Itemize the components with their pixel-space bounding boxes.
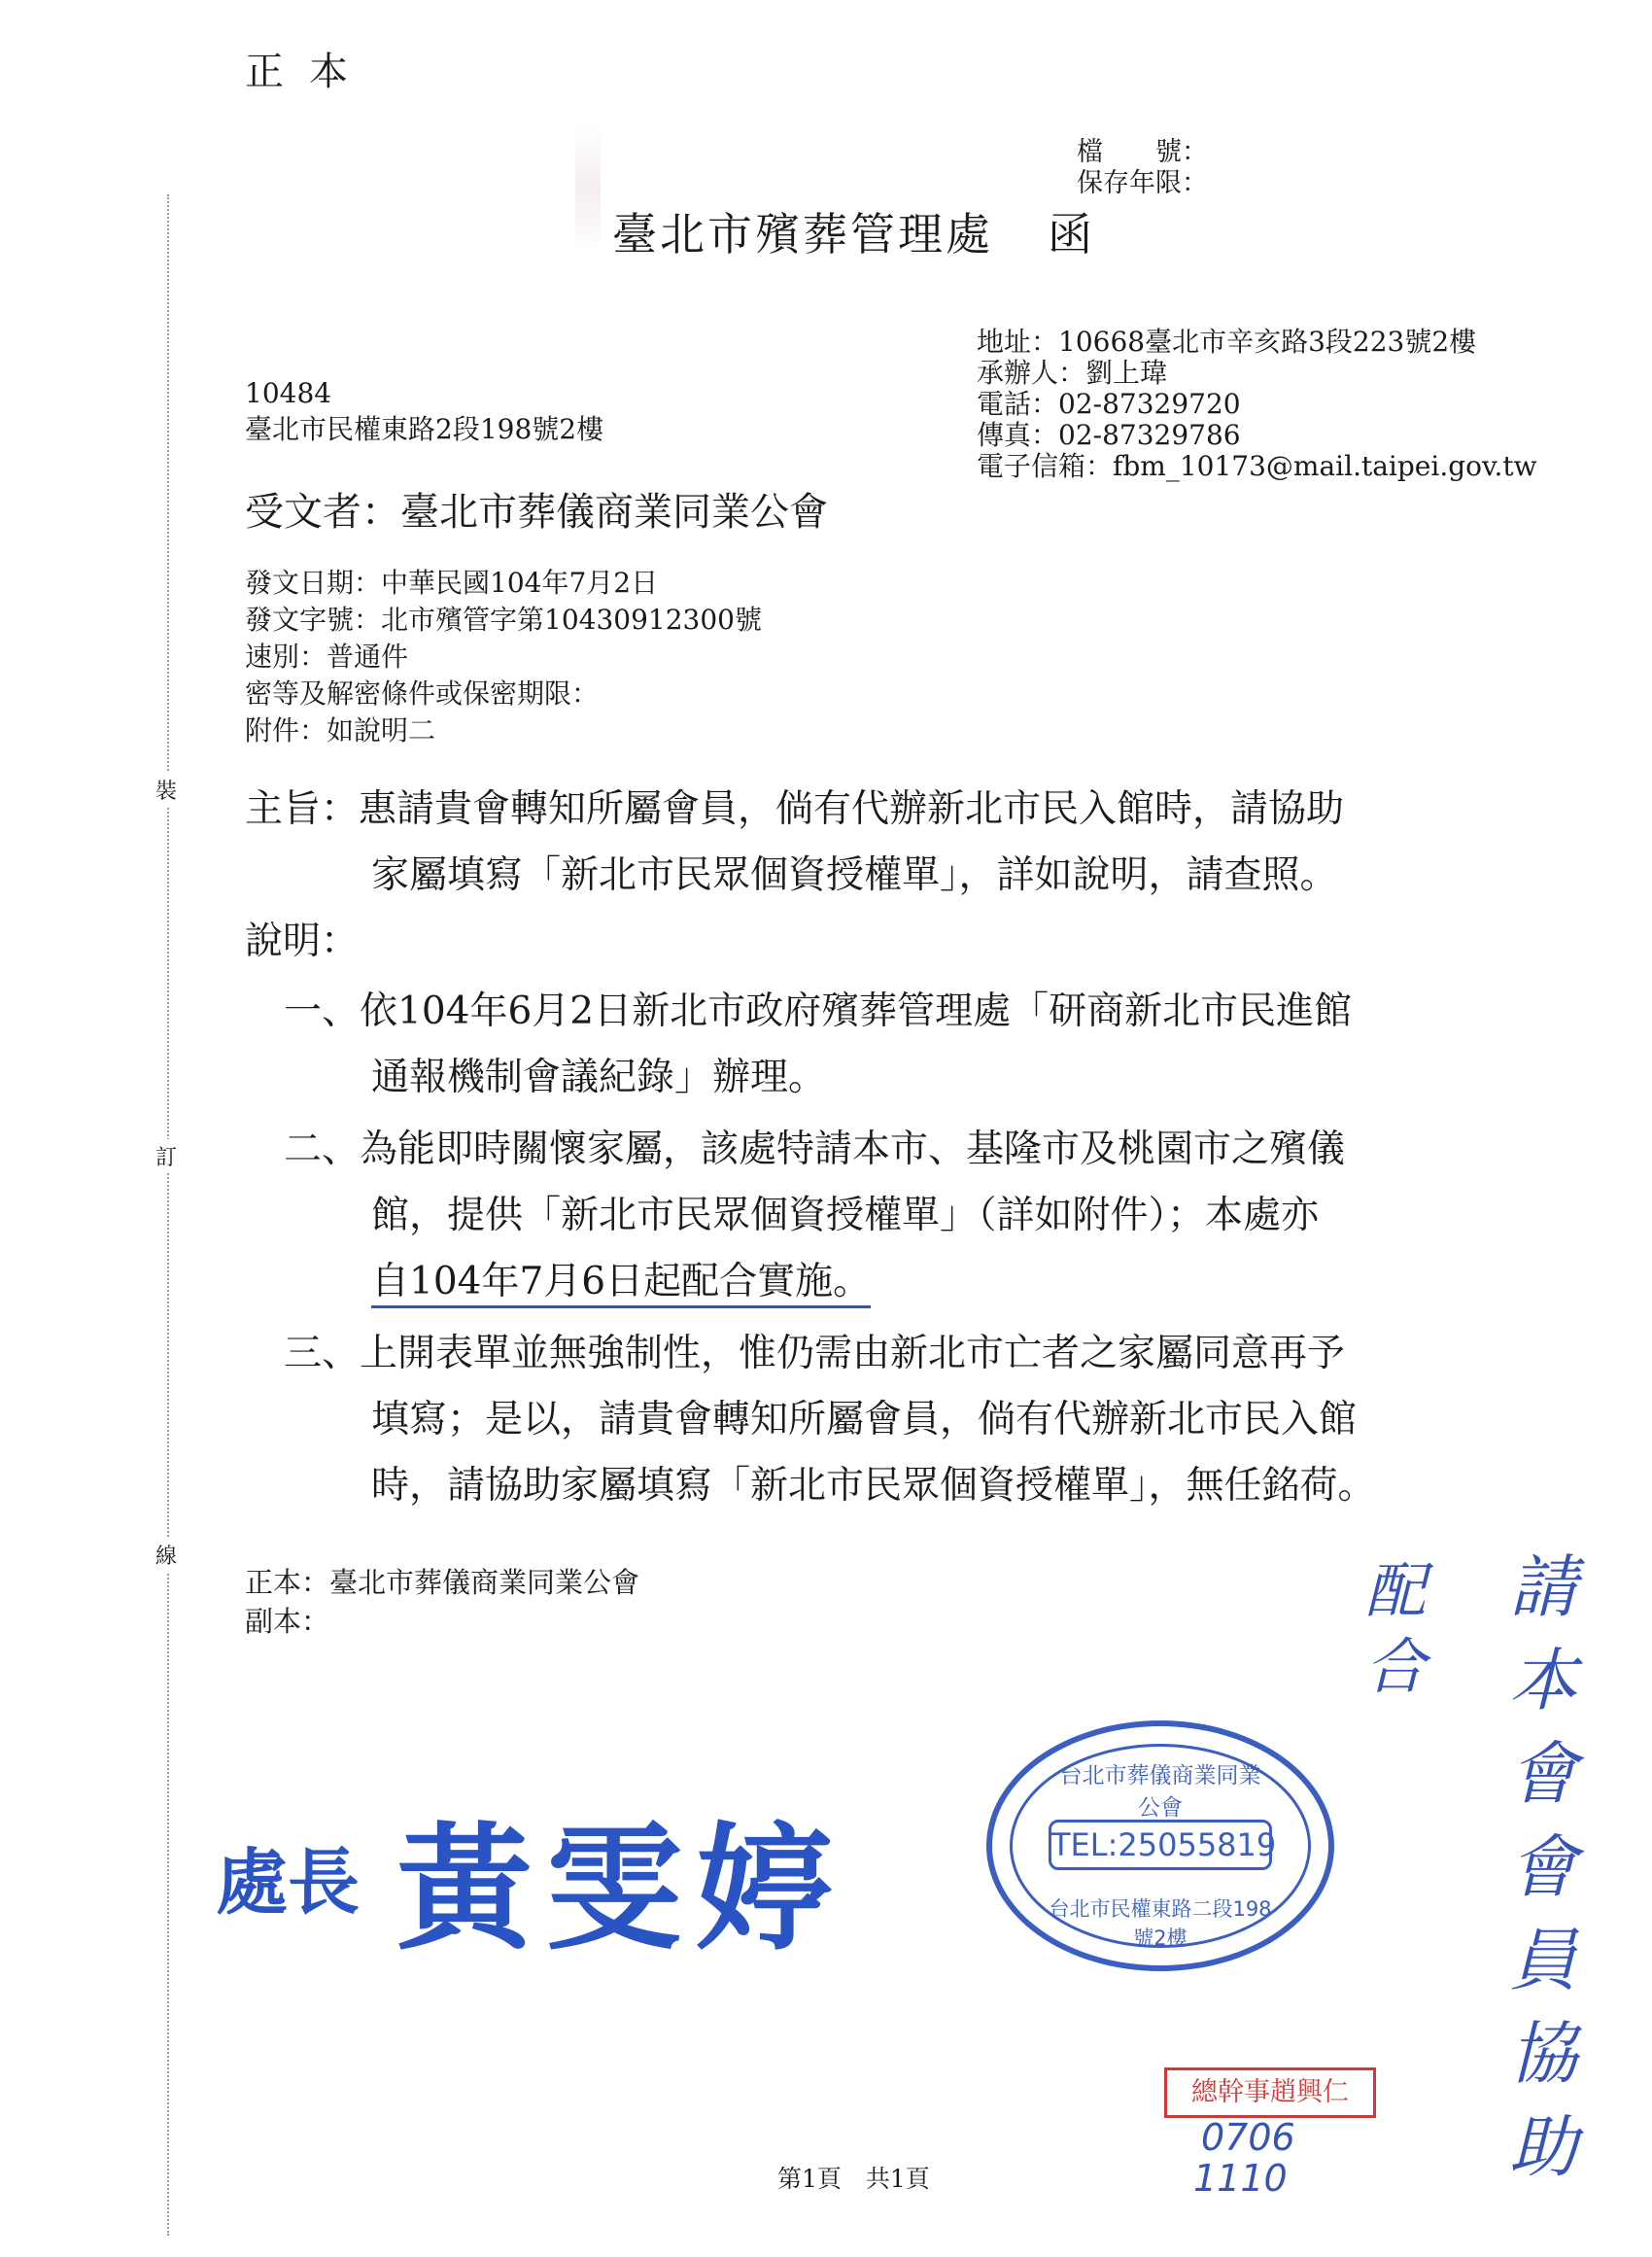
sender-address: 地址：10668臺北市辛亥路3段223號2樓 <box>977 326 1477 358</box>
explanation-item-1-line-2: 通報機制會議紀錄」辦理。 <box>371 1056 827 1099</box>
binding-mark-top: 裝 <box>155 773 177 807</box>
distribution-copy: 副本： <box>245 1605 330 1638</box>
title-org: 臺北市殯葬管理處 <box>612 208 993 260</box>
stamp-phone: TEL:25055819 <box>1049 1820 1272 1870</box>
recipient-address: 臺北市民權東路2段198號2樓 <box>245 413 604 445</box>
handwritten-peihe: 配合 <box>1364 1555 1426 1702</box>
sender-handler: 承辦人：劉上瑋 <box>977 357 1168 389</box>
explanation-item-2-line-3: 自104年7月6日起配合實施。 <box>371 1260 871 1308</box>
handwritten-date-1: 0706 <box>1201 2116 1295 2159</box>
binding-mark-middle: 訂 <box>155 1139 177 1173</box>
file-number-field: 檔 號： <box>1077 137 1208 167</box>
distribution-original: 正本：臺北市葬儀商業同業公會 <box>245 1566 640 1599</box>
stamp-address-text: 台北市民權東路二段198號2樓 <box>1049 1897 1272 1950</box>
recipient-postcode: 10484 <box>245 377 332 409</box>
explanation-heading: 說明： <box>245 920 360 963</box>
explanation-item-3-line-1: 三、上開表單並無強制性，惟仍需由新北市亡者之家屬同意再予 <box>284 1332 1346 1375</box>
subject-line-1: 主旨：惠請貴會轉知所屬會員，倘有代辦新北市民入館時，請協助 <box>245 787 1345 831</box>
document-title <box>612 199 1095 263</box>
issue-date: 發文日期：中華民國104年7月2日 <box>245 567 659 599</box>
sender-fax: 傳真：02-87329786 <box>977 419 1241 451</box>
sender-email: 電子信箱：fbm_10173@mail.taipei.gov.tw <box>977 450 1537 482</box>
binding-mark-bottom: 線 <box>155 1538 177 1572</box>
copy-label: 正本 <box>245 50 373 94</box>
attachment-field: 附件：如說明二 <box>245 714 436 747</box>
secrecy-class: 密等及解密條件或保密期限： <box>245 677 600 710</box>
stamp-org-text: 台北市葬儀商業同業公會 <box>1059 1763 1261 1821</box>
explanation-item-3-line-2: 填寫；是以，請貴會轉知所屬會員，倘有代辦新北市民入館 <box>371 1398 1358 1441</box>
issue-number: 發文字號：北市殯管字第10430912300號 <box>245 604 762 636</box>
page-footer: 第1頁 共1頁 <box>777 2165 930 2193</box>
subject-line-2: 家屬填寫「新北市民眾個資授權單」，詳如說明，請查照。 <box>371 853 1338 897</box>
chief-name-stamp: 黃雯婷 <box>396 1811 846 1969</box>
explanation-item-3-line-3: 時，請協助家屬填寫「新北市民眾個資授權單」，無任銘荷。 <box>371 1464 1376 1508</box>
speed-class: 速別：普通件 <box>245 641 409 673</box>
chief-title-stamp: 處長 <box>216 1841 360 1925</box>
recipient-line: 受文者：臺北市葬儀商業同業公會 <box>245 490 828 535</box>
explanation-item-2-line-2: 館，提供「新北市民眾個資授權單」（詳如附件）；本處亦 <box>371 1194 1320 1237</box>
explanation-item-1-line-1: 一、依104年6月2日新北市政府殯葬管理處「研商新北市民進館 <box>284 990 1353 1033</box>
explanation-item-2-line-1: 二、為能即時關懷家屬，該處特請本市、基隆市及桃園市之殯儀 <box>284 1128 1346 1171</box>
retention-field: 保存年限： <box>1077 168 1208 198</box>
handwritten-date-2: 1110 <box>1193 2157 1288 2200</box>
paper-mark <box>575 126 601 253</box>
title-kind: 函 <box>1048 208 1095 260</box>
handwritten-note: 請本會會員協助 <box>1509 1547 1577 2187</box>
association-stamp <box>986 1720 1334 1971</box>
binding-line <box>167 194 169 2236</box>
handwritten-dates <box>1193 2116 1295 2200</box>
sender-phone: 電話：02-87329720 <box>977 388 1241 420</box>
secretary-seal: 總幹事趙興仁 <box>1164 2067 1376 2118</box>
